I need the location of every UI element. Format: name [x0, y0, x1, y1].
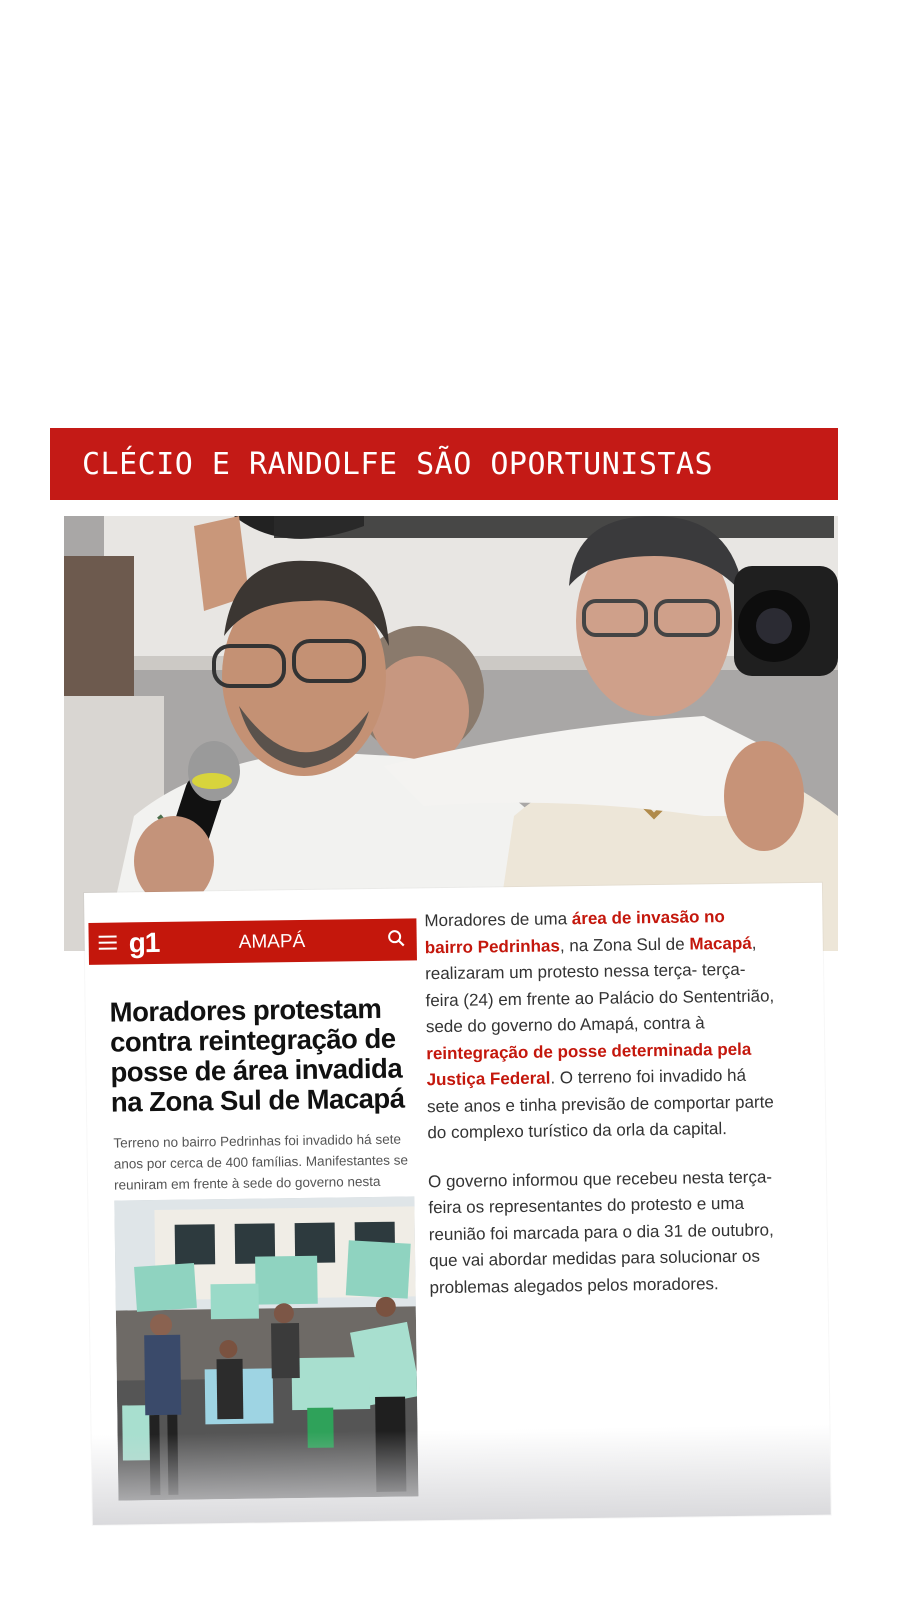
paragraph-text: , realizaram um protesto nessa terça- terça-feira (24) em frente ao Palácio do Sententrião, sede do governo do Amapá, contra à — [425, 933, 775, 1037]
article-headline: Moradores protestam contra reintegração de posse de área invadida na Zona Sul de Macapá — [109, 992, 405, 1118]
search-icon[interactable] — [387, 929, 407, 949]
paragraph-text: Moradores de uma — [424, 909, 572, 931]
section-name[interactable]: AMAPÁ — [238, 930, 306, 953]
g1-logo[interactable]: g1 — [128, 926, 160, 959]
hamburger-menu-icon[interactable] — [99, 936, 117, 952]
article-body — [424, 903, 779, 1301]
paragraph-text: , na Zona Sul de — [559, 934, 690, 955]
link-macapa[interactable]: Macapá — [689, 933, 752, 954]
article-paragraph-1 — [424, 903, 777, 1146]
g1-header-bar — [88, 918, 417, 965]
article-paragraph-2: O governo informou que recebeu nesta terça-feira os representantes do protesto e uma reunião foi marcada para o dia 31 de outubro, que vai abordar medidas para solucionar os problemas alegados pelos moradores. — [427, 1166, 774, 1297]
article-subhead: Terreno no bairro Pedrinhas foi invadido há sete anos por cerca de 400 famílias. Manifestantes se reuniram em frente à sede do governo nesta — [113, 1131, 409, 1193]
card-bottom-fade — [92, 1425, 831, 1525]
article-clipping — [84, 883, 831, 1525]
link-area-invasao[interactable]: área de invasão no bairro Pedrinhas — [424, 907, 726, 957]
link-reintegracao-de-posse[interactable]: reintegração de posse determinada pela Justiça Federal — [426, 1039, 752, 1090]
paragraph-text: . O terreno foi invadido há sete anos e tinha previsão de comportar parte do complexo turístico da orla da capital. — [426, 1065, 774, 1143]
story-banner — [50, 428, 838, 500]
story-banner-text: CLÉCIO E RANDOLFE SÃO OPORTUNISTAS — [82, 446, 714, 482]
